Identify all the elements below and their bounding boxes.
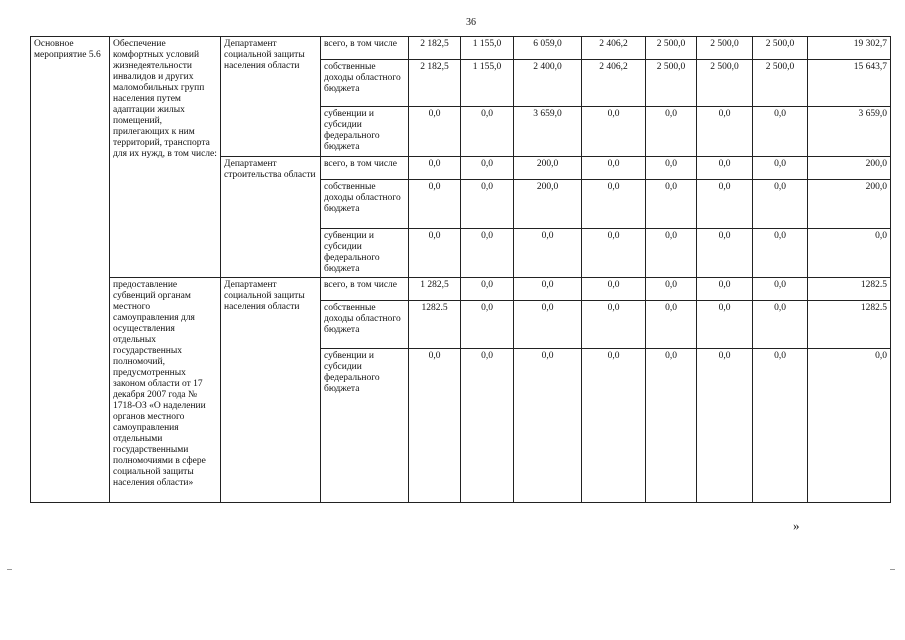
activity-code: Основное мероприятие 5.6: [31, 37, 110, 503]
value-cell: 0,0: [697, 301, 753, 349]
value-cell: 0,0: [514, 229, 582, 278]
total-cell: 1282.5: [808, 278, 891, 301]
value-cell: 0,0: [409, 349, 461, 503]
value-cell: 0,0: [646, 278, 697, 301]
value-cell: 6 059,0: [514, 37, 582, 60]
value-cell: 0,0: [697, 107, 753, 157]
value-cell: 0,0: [461, 229, 514, 278]
value-cell: 2 182,5: [409, 37, 461, 60]
source-cell: субвенции и субсидии федерального бюджета: [321, 349, 409, 503]
scan-margin-mark: [7, 569, 12, 570]
value-cell: 0,0: [646, 107, 697, 157]
source-cell: субвенции и субсидии федерального бюджета: [321, 229, 409, 278]
value-cell: 0,0: [582, 278, 646, 301]
department-cell: Департамент социальной защиты населения области: [221, 278, 321, 503]
value-cell: 1 155,0: [461, 37, 514, 60]
value-cell: 2 406,2: [582, 60, 646, 107]
value-cell: 2 500,0: [697, 60, 753, 107]
value-cell: 2 406,2: [582, 37, 646, 60]
value-cell: 0,0: [409, 107, 461, 157]
value-cell: 0,0: [514, 278, 582, 301]
value-cell: 0,0: [514, 301, 582, 349]
total-cell: 1282.5: [808, 301, 891, 349]
value-cell: 0,0: [753, 301, 808, 349]
value-cell: 0,0: [582, 229, 646, 278]
total-cell: 0,0: [808, 349, 891, 503]
value-cell: 1 155,0: [461, 60, 514, 107]
value-cell: 0,0: [753, 180, 808, 229]
department-cell: Департамент социальной защиты населения области: [221, 37, 321, 157]
value-cell: 200,0: [514, 180, 582, 229]
value-cell: 0,0: [461, 157, 514, 180]
value-cell: 0,0: [582, 349, 646, 503]
total-cell: 200,0: [808, 157, 891, 180]
source-cell: субвенции и субсидии федерального бюджета: [321, 107, 409, 157]
page-number: 36: [466, 17, 476, 28]
value-cell: 0,0: [646, 349, 697, 503]
value-cell: 0,0: [646, 229, 697, 278]
value-cell: 2 182,5: [409, 60, 461, 107]
source-cell: собственные доходы областного бюджета: [321, 60, 409, 107]
value-cell: 0,0: [409, 229, 461, 278]
value-cell: 0,0: [582, 107, 646, 157]
value-cell: 0,0: [461, 349, 514, 503]
scan-margin-mark: [890, 569, 895, 570]
value-cell: 0,0: [753, 349, 808, 503]
value-cell: 0,0: [409, 180, 461, 229]
value-cell: 0,0: [646, 180, 697, 229]
total-cell: 19 302,7: [808, 37, 891, 60]
source-cell: собственные доходы областного бюджета: [321, 180, 409, 229]
subactivity-title: предоставление субвенций органам местного самоуправления для осуществления отдельных государственных полномочий, предусмотренных законом области от 17 декабря 2007 года № 1718-ОЗ «О наделении органов местного самоуправления отдельными государственными полномочиями в сфере социальной защиты населения области»: [110, 278, 221, 503]
total-cell: 0,0: [808, 229, 891, 278]
value-cell: 0,0: [753, 157, 808, 180]
closing-quote: »: [793, 518, 800, 533]
value-cell: 0,0: [409, 157, 461, 180]
value-cell: 2 500,0: [646, 37, 697, 60]
value-cell: 0,0: [646, 157, 697, 180]
value-cell: 0,0: [753, 229, 808, 278]
value-cell: 0,0: [461, 278, 514, 301]
source-cell: всего, в том числе: [321, 157, 409, 180]
value-cell: 0,0: [697, 180, 753, 229]
value-cell: 0,0: [514, 349, 582, 503]
value-cell: 0,0: [697, 229, 753, 278]
department-cell: Департамент строительства области: [221, 157, 321, 278]
total-cell: 3 659,0: [808, 107, 891, 157]
source-cell: собственные доходы областного бюджета: [321, 301, 409, 349]
table-row: [31, 278, 891, 301]
value-cell: 0,0: [461, 107, 514, 157]
value-cell: 0,0: [582, 301, 646, 349]
value-cell: 2 500,0: [646, 60, 697, 107]
total-cell: 200,0: [808, 180, 891, 229]
activity-title: Обеспечение комфортных условий жизнедеятельности инвалидов и других маломобильных групп населения путем адаптации жилых помещений, прилегающих к ним территорий, транспорта для их нужд, в том числе:: [110, 37, 221, 278]
value-cell: 2 400,0: [514, 60, 582, 107]
value-cell: 2 500,0: [753, 37, 808, 60]
value-cell: 0,0: [697, 157, 753, 180]
value-cell: 0,0: [461, 301, 514, 349]
value-cell: 3 659,0: [514, 107, 582, 157]
total-cell: 15 643,7: [808, 60, 891, 107]
source-cell: всего, в том числе: [321, 37, 409, 60]
value-cell: 2 500,0: [753, 60, 808, 107]
value-cell: 0,0: [697, 278, 753, 301]
table-row: [31, 37, 891, 60]
value-cell: 0,0: [753, 107, 808, 157]
value-cell: 1 282,5: [409, 278, 461, 301]
value-cell: 0,0: [646, 301, 697, 349]
value-cell: 200,0: [514, 157, 582, 180]
value-cell: 2 500,0: [697, 37, 753, 60]
source-cell: всего, в том числе: [321, 278, 409, 301]
value-cell: 0,0: [697, 349, 753, 503]
value-cell: 0,0: [753, 278, 808, 301]
value-cell: 0,0: [461, 180, 514, 229]
value-cell: 1282.5: [409, 301, 461, 349]
value-cell: 0,0: [582, 180, 646, 229]
value-cell: 0,0: [582, 157, 646, 180]
budget-table: [30, 36, 891, 503]
